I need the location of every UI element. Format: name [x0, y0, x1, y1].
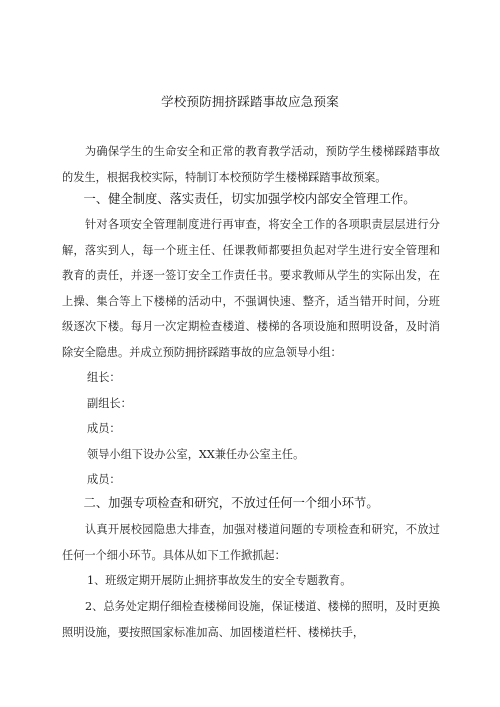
- deputy-leader-label: 副组长：: [87, 397, 132, 410]
- document-title: 学校预防拥挤踩踏事故应急预案: [161, 94, 339, 109]
- section2-heading: 二、加强专项检查和研究，不放过任何一个细小环节。: [83, 496, 379, 510]
- intro-paragraph: 为确保学生的生命安全和正常的教育教学活动，预防学生楼梯踩踏事故的发生，根据我校实际，特制订本校预防学生楼梯踩踏事故预案。: [62, 145, 440, 184]
- section2-paragraph: 认真开展校园隐患大排查，加强对楼道问题的专项检查和研究，不放过任何一个细小环节。具体从如下工作掀抓起：: [62, 523, 440, 562]
- section2-item-2: 2、总务处定期仔细检查楼梯间设施，保证楼道、楼梯的照明，及时更换照明设施，要按照国家标准加高、加固楼道栏杆、楼梯扶手，: [62, 600, 440, 639]
- office-members-label: 成员：: [87, 473, 121, 486]
- section2-item-1: 1、班级定期开展防止拥挤事故发生的安全专题教育。: [87, 574, 352, 587]
- office-note: 领导小组下设办公室，XX兼任办公室主任。: [87, 448, 305, 461]
- section1-heading: 一、健全制度、落实责任，切实加强学校内部安全管理工作。: [83, 192, 416, 206]
- section1-paragraph: 针对各项安全管理制度进行再审查，将安全工作的各项职责层层进行分解，落实到人，每一个班主任、任课教师都要担负起对学生进行安全管理和教育的责任，并逐一签订安全工作责任书。要求教师从学生的实际出发，在上操、集合等上下楼梯的活动中，不强调快速、整齐，适当错开时间，分班级逐次下楼。每月一次定期检查楼道、楼梯的各项设施和照明设备，及时消除安全隐患。并成立预防拥挤踩踏事故的应急领导小组：: [62, 218, 440, 359]
- team-leader-label: 组长：: [87, 371, 121, 384]
- members-label: 成员：: [87, 422, 121, 435]
